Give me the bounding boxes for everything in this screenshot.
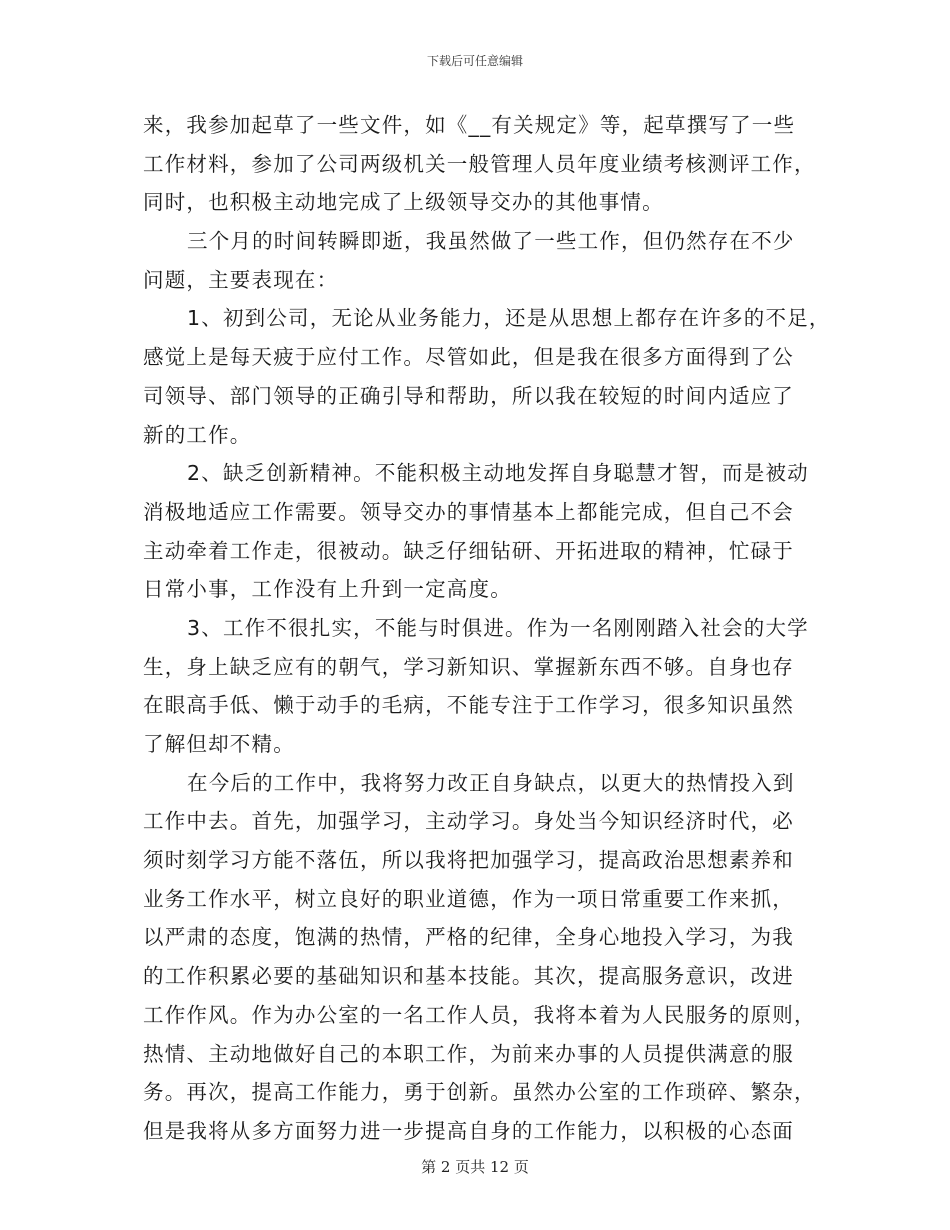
body-line: 在眼高手低、懒于动手的毛病，不能专注于工作学习，很多知识虽然 — [143, 693, 794, 718]
body-line: 来，我参加起草了一些文件，如《__有关规定》等，起草撰写了一些 — [143, 113, 796, 137]
body-line: 务。再次，提高工作能力，勇于创新。虽然办公室的工作琐碎、繁杂， — [143, 1080, 816, 1105]
body-line: 工作材料，参加了公司两级机关一般管理人员年度业绩考核测评工作， — [143, 151, 816, 176]
body-line: 工作中去。首先，加强学习，主动学习。身处当今知识经济时代，必 — [143, 809, 794, 834]
body-line: 感觉上是每天疲于应付工作。尽管如此，但是我在很多方面得到了公 — [143, 345, 794, 370]
body-line: 3、工作不很扎实，不能与时俱进。作为一名刚刚踏入社会的大学 — [187, 615, 809, 640]
page-header: 下载后可任意编辑 — [426, 54, 523, 68]
body-line: 须时刻学习方能不落伍，所以我将把加强学习，提高政治思想素养和 — [143, 848, 794, 873]
body-line: 2、缺乏创新精神。不能积极主动地发挥自身聪慧才智，而是被动 — [187, 461, 809, 486]
body-line: 生，身上缺乏应有的朝气，学习新知识、掌握新东西不够。自身也存 — [143, 654, 794, 679]
body-line: 日常小事，工作没有上升到一定高度。 — [143, 577, 512, 602]
body-line: 三个月的时间转瞬即逝，我虽然做了一些工作，但仍然存在不少 — [187, 229, 795, 254]
body-line: 但是我将从多方面努力进一步提高自身的工作能力，以积极的心态面 — [143, 1118, 794, 1143]
body-line: 工作作风。作为办公室的一名工作人员，我将本着为人民服务的原则， — [143, 1002, 816, 1027]
body-line: 的工作积累必要的基础知识和基本技能。其次，提高服务意识，改进 — [143, 964, 794, 989]
body-line: 1、初到公司，无论从业务能力，还是从思想上都存在许多的不足， — [187, 306, 831, 331]
body-line: 了解但却不精。 — [143, 732, 295, 756]
body-line: 以严肃的态度，饱满的热情，严格的纪律，全身心地投入学习，为我 — [143, 925, 794, 950]
body-line: 消极地适应工作需要。领导交办的事情基本上都能完成，但自己不会 — [143, 499, 794, 524]
body-line: 主动牵着工作走，很被动。缺乏仔细钻研、开拓进取的精神，忙碌于 — [143, 538, 794, 563]
body-line: 在今后的工作中，我将努力改正自身缺点，以更大的热情投入到 — [187, 770, 795, 795]
body-line: 业务工作水平，树立良好的职业道德，作为一项日常重要工作来抓， — [143, 886, 794, 911]
body-line: 同时，也积极主动地完成了上级领导交办的其他事情。 — [143, 190, 664, 215]
body-line: 热情、主动地做好自己的本职工作，为前来办事的人员提供满意的服 — [143, 1041, 794, 1066]
body-line: 问题，主要表现在： — [143, 267, 339, 292]
page-footer: 第 2 页共 12 页 — [421, 1158, 529, 1176]
document-body — [143, 106, 831, 1151]
body-line: 司领导、部门领导的正确引导和帮助，所以我在较短的时间内适应了 — [143, 383, 794, 408]
body-line: 新的工作。 — [143, 422, 252, 447]
